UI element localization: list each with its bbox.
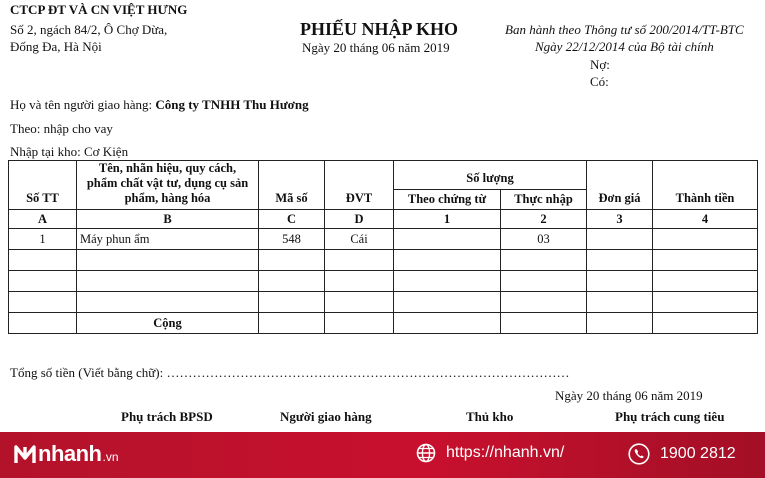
cell-qty-doc <box>394 292 501 313</box>
document-date: Ngày 20 tháng 06 năm 2019 <box>302 40 450 55</box>
header-qty-doc: Theo chứng từ <box>394 189 501 209</box>
footer-date: Ngày 20 tháng 06 năm 2019 <box>555 388 703 403</box>
cell-code: 548 <box>259 229 325 250</box>
cell-unit <box>325 250 394 271</box>
nhanh-logo[interactable] <box>12 441 119 467</box>
header-code: Mã số <box>259 161 325 210</box>
cell-price <box>587 292 653 313</box>
header-item-name-line2: phẩm chất vật tư, dụng cụ sản <box>86 176 249 190</box>
col-code: B <box>77 210 259 229</box>
col-code: C <box>259 210 325 229</box>
col-code: A <box>9 210 77 229</box>
deliverer-line <box>10 97 309 113</box>
cell-code <box>259 271 325 292</box>
cell-qty-actual: 03 <box>501 229 587 250</box>
cell-qty-actual <box>501 271 587 292</box>
cell-qty-actual <box>501 250 587 271</box>
header-unit: ĐVT <box>325 161 394 210</box>
header-item-name <box>77 161 259 210</box>
cell-price <box>587 229 653 250</box>
col-code: 4 <box>653 210 758 229</box>
col-code: 3 <box>587 210 653 229</box>
col-code: 1 <box>394 210 501 229</box>
globe-icon <box>416 443 436 463</box>
signature-procurement: Phụ trách cung tiêu <box>615 409 725 424</box>
brand-bar <box>0 432 765 478</box>
company-address-line1: Số 2, ngách 84/2, Ô Chợ Dừa, <box>10 22 168 37</box>
phone-icon <box>628 443 650 465</box>
total-in-words: Tổng số tiền (Viết bằng chữ): ………………………………………………………………………………… <box>10 365 570 380</box>
cell-code <box>259 250 325 271</box>
cell-qty-doc <box>394 271 501 292</box>
logo-text: nhanh <box>38 441 102 466</box>
deliverer-label: Họ và tên người giao hàng: <box>10 97 153 112</box>
table-row <box>9 292 758 313</box>
company-address-line2: Đống Đa, Hà Nội <box>10 39 102 54</box>
website-text: https://nhanh.vn/ <box>446 444 565 461</box>
cell-name <box>77 250 259 271</box>
cell-stt <box>9 292 77 313</box>
header-item-name-line1: Tên, nhãn hiệu, quy cách, <box>98 161 237 175</box>
signature-warehouse-keeper: Thủ kho <box>466 409 514 424</box>
debit-label: Nợ: <box>590 57 610 72</box>
cell-name: Máy phun ẩm <box>77 229 259 250</box>
goods-table <box>8 160 758 334</box>
header-stt: Số TT <box>9 161 77 210</box>
cell-amount <box>653 292 758 313</box>
logo-suffix: .vn <box>102 450 119 464</box>
cell-amount <box>653 271 758 292</box>
document-title: PHIẾU NHẬP KHO <box>300 19 459 39</box>
website-link[interactable] <box>416 443 564 463</box>
credit-label: Có: <box>590 74 609 89</box>
phone-link[interactable] <box>628 443 736 465</box>
signature-deliverer: Người giao hàng <box>280 409 372 424</box>
cell-unit <box>325 271 394 292</box>
warehouse-line: Nhập tại kho: Cơ Kiện <box>10 144 129 159</box>
cell-qty-actual <box>501 292 587 313</box>
header-qty-actual: Thực nhập <box>501 189 587 209</box>
regulation-line1: Ban hành theo Thông tư số 200/2014/TT-BTC <box>505 22 744 37</box>
cell-amount <box>653 229 758 250</box>
header-item-name-line3: phẩm, hàng hóa <box>124 191 211 205</box>
table-row <box>9 229 758 250</box>
signature-bpsd: Phụ trách BPSD <box>121 409 213 424</box>
cell-unit <box>325 292 394 313</box>
cell-stt <box>9 250 77 271</box>
col-code: D <box>325 210 394 229</box>
cell-name <box>77 271 259 292</box>
table-row <box>9 250 758 271</box>
cell-price <box>587 250 653 271</box>
header-amount: Thành tiền <box>653 161 758 210</box>
cell-qty-doc <box>394 229 501 250</box>
table-row <box>9 271 758 292</box>
column-code-row <box>9 210 758 229</box>
cell-name <box>77 292 259 313</box>
deliverer-value: Công ty TNHH Thu Hương <box>155 97 309 112</box>
cell-stt: 1 <box>9 229 77 250</box>
company-name: CTCP ĐT VÀ CN VIỆT HƯNG <box>10 2 188 17</box>
cell-code <box>259 292 325 313</box>
nhanh-logo-icon <box>12 441 38 467</box>
cell-price <box>587 271 653 292</box>
header-price: Đơn giá <box>587 161 653 210</box>
cell-amount <box>653 250 758 271</box>
regulation-line2: Ngày 22/12/2014 của Bộ tài chính <box>535 39 714 54</box>
phone-text: 1900 2812 <box>660 445 736 462</box>
cell-unit: Cái <box>325 229 394 250</box>
header-row-top <box>9 161 758 190</box>
total-row <box>9 313 758 334</box>
total-label: Cộng <box>77 313 259 334</box>
col-code: 2 <box>501 210 587 229</box>
cell-qty-doc <box>394 250 501 271</box>
reason-line: Theo: nhập cho vay <box>10 121 113 136</box>
cell-stt <box>9 271 77 292</box>
header-quantity: Số lượng <box>394 161 587 190</box>
